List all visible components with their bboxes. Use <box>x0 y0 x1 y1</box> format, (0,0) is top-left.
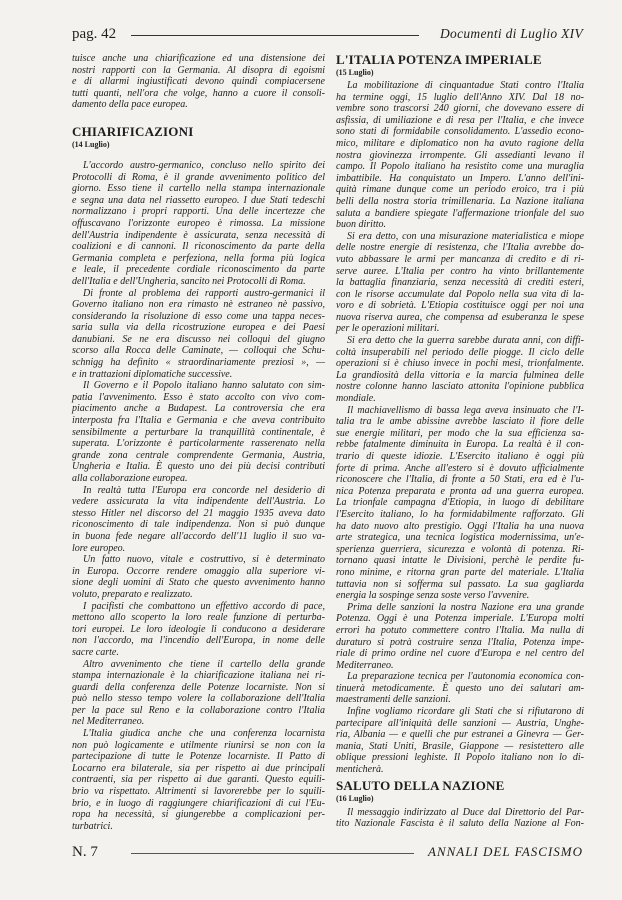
section-heading: CHIARIFICAZIONI <box>72 123 194 139</box>
text-line: quità rimane dunque come un periodo eroico, tra i più <box>336 184 584 196</box>
text-line: normalizzano i propri rapporti. Una delle incertezze che <box>72 206 325 218</box>
text-line: Altro avvenimento che tiene il cartello della grande <box>83 658 325 670</box>
text-line: L'accordo austro-germanico, concluso nello spirito dei <box>83 159 325 171</box>
text-line: può nello stesso tempo volere la collaborazione dell'Italia <box>72 693 325 705</box>
text-line: Il machiavellismo di bassa lega aveva insinuato che l'I- <box>347 404 584 416</box>
text-line: oblique pressioni leghiste. Il Popolo italiano non lo di- <box>336 752 584 764</box>
paragraph <box>336 405 584 602</box>
text-line: guardi della conferenza delle Potenze locarniste. Non si <box>72 681 325 693</box>
text-line: riale di primo ordine nel cuore d'Europa e nel centro del <box>336 648 584 660</box>
text-line: Prima delle sanzioni la nostra Nazione era una grande <box>347 601 584 613</box>
text-line: talia tra le ambe abissine avrebbe lasciato il fiore delle <box>336 416 584 428</box>
text-line: riconoscimento di tale indipendenza. Non si può dunque <box>72 519 325 531</box>
text-line: errori ha potuto commettere contro l'Italia. Ma nulla di <box>336 624 584 636</box>
text-line: tutti quanti, nell'ora che volge, hanno a cuore il consoli- <box>72 87 325 99</box>
text-line: dell'Austria indipendente è assicurata, senza necessità di <box>72 229 325 241</box>
text-line: scorso alla Rocca delle Caminate, — colloqui che Schu- <box>72 345 325 357</box>
text-line: Ungheria e Italia. È questo uno dei più decisi contributi <box>72 461 325 473</box>
text-line: danubiani. Se ne era discusso nei colloqui del giugno <box>72 333 325 345</box>
text-line: sue energie militari, per modo che la sua efficienza sa- <box>336 427 584 439</box>
text-line: ropa ha necessità, si giungerebbe a complicazioni per- <box>72 809 325 821</box>
text-line: rebbe fatalmente diminuita in Europa. La realtà è il con- <box>336 439 584 451</box>
running-title: Documenti di Luglio XIV <box>439 26 583 41</box>
text-line: vembre sono trascorsi 240 giorni, che dovevano essere di <box>336 103 584 115</box>
text-line: coalizioni e di cannoni. Il riconoscimento da parte della <box>72 241 325 253</box>
text-line: Il Governo e il Popolo italiano hanno salutato con sim- <box>83 380 325 392</box>
text-line: saria sulla via della ricostruzione europea e dei Paesi <box>72 322 325 334</box>
text-line: contraenti, sia per rispetto ai due garanti. Questo equili- <box>72 774 325 786</box>
text-line: interposta fra l'Italia e Germania e che aveva contribuito <box>72 415 325 427</box>
text-line: nica Potenza preparata e pronta ad una guerra europea. <box>336 485 584 497</box>
text-line: I pacifisti che combattono un effettivo accordo di pace, <box>83 600 325 612</box>
text-line: alla collaborazione europea. <box>72 473 188 484</box>
text-line: coltà insuperabili nel periodo delle piogge. Il ciclo delle <box>336 346 584 358</box>
left-column <box>72 53 325 832</box>
text-line: brio va rispettato. Altrimenti si lavorerebbe per lo squili- <box>72 786 325 798</box>
text-line: tornano quasi intatte le Divisioni, perchè le perdite fu- <box>336 555 584 567</box>
issue-number: N. 7 <box>72 844 98 860</box>
text-line: ha dato nuovo alto prestigio. Oggi l'Italia ha una nuova <box>336 520 584 532</box>
paragraph <box>336 602 584 672</box>
text-line: imbattibile. Ha conquistato un Impero. L'anno dell'ini- <box>336 172 584 184</box>
text-line: La preparazione tecnica per l'autonomia economica con- <box>347 671 584 683</box>
article-section <box>336 53 584 776</box>
text-line: Il messaggio indirizzato al Duce dal Direttorio del Par- <box>347 806 584 818</box>
paragraph <box>72 728 325 832</box>
article-section <box>72 53 325 111</box>
right-column <box>336 53 584 830</box>
text-line: per le operazioni militari. <box>336 323 440 335</box>
text-line: tori europei. Le loro ideologie li conducono a desiderare <box>72 623 325 635</box>
text-line: In realtà tutta l'Europa era concorde nel desiderio di <box>83 484 325 496</box>
section-date: (15 Luglio) <box>336 68 374 77</box>
text-line: stampa internazionale è la chiarificazione italiana nei ri- <box>72 670 325 682</box>
text-line: mettono allo scoperto la loro reale funzione di perturba- <box>72 612 325 624</box>
text-line: serve auree. L'Italia per contro ha vinto brillantemente <box>336 265 584 277</box>
text-line: in buona fede negare all'accordo dell'11 luglio il suo va- <box>72 530 325 542</box>
text-line: maestramenti delle sanzioni. <box>336 694 451 706</box>
text-line: partecipazione di tutte le Potenze locarniste. Il Patto di <box>72 751 325 763</box>
text-line: sione degli uomini di Stato che questo avvenimento hanno <box>72 577 325 589</box>
text-line: dell'Italia e dell'Ungheria, sancito nei Protocolli di Roma. <box>72 275 306 287</box>
paragraph <box>72 659 325 729</box>
paragraph <box>72 380 325 484</box>
text-line: giorno. Esso tiene il cartello nella stampa internazionale <box>72 183 325 195</box>
text-line: voluto, preparato e realizzato. <box>72 588 193 600</box>
text-line: Un fatto nuovo, vitale e costruttivo, si è determinato <box>83 554 325 566</box>
text-line: nuova riserva aurea, che compensa ad esuberanza le spese <box>336 311 584 323</box>
header-rule <box>131 35 419 36</box>
text-line: damento della pace europea. <box>72 99 188 111</box>
text-line: nel Mediterraneo. <box>72 716 145 728</box>
text-line: menticherà. <box>336 764 384 776</box>
text-line: superata. L'orizzonte è particolarmente rasserenato nella <box>72 438 325 450</box>
paragraph <box>72 53 325 111</box>
section-date: (16 Luglio) <box>336 793 374 803</box>
text-line: operazioni si è chiuso invece in pochi mesi, trionfalmente. <box>336 358 584 370</box>
footer-rule <box>131 853 414 854</box>
text-line: con le risorse accumulate dal Popolo nella sua vita di la- <box>336 288 584 300</box>
text-line: nostre colonne hanno lasciato attonita l'opinione pubblica <box>336 381 584 393</box>
text-line: tinuerà metodicamente. È questo uno dei salutari am- <box>336 682 584 694</box>
text-line: nostra giovinezza irrompente. Gli assedianti levano il <box>336 149 584 161</box>
text-line: tito Nazionale Fascista è il saluto della Nazione al Fon- <box>336 818 584 830</box>
text-line: duraturo si potrà costruire senza l'Italia, Potenza impe- <box>336 636 584 648</box>
paragraph <box>72 554 325 600</box>
text-line: Locarno era bilaterale, sia per rispetto ai due principali <box>72 762 325 774</box>
text-line: la battaglia finanziaria, senza necessità di crediti esteri, <box>336 277 584 289</box>
text-line: campo. Il Popolo italiano ha resistito come una muraglia <box>336 161 584 173</box>
text-line: energia la sospinge senza soste verso l'avvenire. <box>336 590 530 602</box>
text-line: grande zona centrale comprendente Germania, Austria, <box>72 449 325 461</box>
text-line: delle nostre energie di resistenza, che l'Italia avrebbe do- <box>336 242 584 254</box>
section-date: (14 Luglio) <box>72 139 110 149</box>
text-line: La mobilitazione di cinquantadue Stati contro l'Italia <box>347 80 584 91</box>
page-number: pag. 42 <box>72 26 117 42</box>
paragraph <box>72 160 325 288</box>
text-line: belli della nostra storia trimillenaria. La Nazione italiana <box>336 195 584 207</box>
text-line: offuscavano l'orizzonte europeo è rimossa. La missione <box>72 217 325 229</box>
text-line: piacimento anche a Budapest. La controversia che era <box>72 403 325 415</box>
text-line: Potenza. Oggi è una Potenza imperiale. L'Europa molti <box>336 613 584 625</box>
text-line: riconoscere che l'Italia, di fronte a 50 Stati, era ed è l'u- <box>336 474 584 486</box>
text-line: rono minime, e ritorna gran parte del materiale. L'Italia <box>336 566 584 578</box>
text-line: arte strategica, una tecnica logistica modernissima, un'e- <box>336 532 584 544</box>
text-line: e di allarmi ingiustificati devono quindi compiacersene <box>72 76 325 88</box>
text-line: sacre carte. <box>72 646 119 658</box>
text-line: saluta a bandiere spiegate l'affermazione trionfale del suo <box>336 207 584 219</box>
text-line: Di fronte al problema dei rapporti austro-germanici il <box>83 287 325 299</box>
text-line: trario di queste idiozie. L'Esercito italiano è oggi più <box>336 451 584 462</box>
text-line: sono stati di formidabile consolidamento. L'assedio econo- <box>336 126 584 138</box>
text-line: e leale, il precedente cordiale riconoscimento da parte <box>72 264 325 276</box>
text-line: Si era detto, con una misurazione materialistica e miope <box>347 230 584 242</box>
text-line: ria, Albania — e quelli che pur estranei a Ginevra — Ger- <box>336 729 584 741</box>
text-line: Germania completa e perfeziona, nella forma più logica <box>72 252 325 264</box>
text-line: vuto abbassare le armi per mancanza di credito e di ri- <box>336 253 584 265</box>
text-line: asfissia, di umiliazione e di resa per l'Italia, e che invece <box>336 114 584 126</box>
text-line: Protocolli di Roma, è il grande avvenimento politico del <box>72 171 325 183</box>
text-line: stesso Hitler nel discorso del 21 maggio 1935 aveva dato <box>72 507 325 519</box>
text-line: nostri rapporti con la Germania. Al disopra di egoismi <box>72 64 325 76</box>
text-line: tuisce anche una chiarificazione ed una distensione dei <box>72 53 325 64</box>
text-line: per la pace sul Reno e la collaborazione contro l'Italia <box>72 704 325 716</box>
text-line: mondiale. <box>336 393 376 405</box>
paragraph <box>72 601 325 659</box>
text-line: L'Italia giudica anche che una conferenza locarnista <box>83 728 325 740</box>
text-line: Si era detto che la guerra sarebbe durata anni, con diffi- <box>347 335 584 347</box>
text-line: forte di prima. Anche all'estero si è dovuto ufficialmente <box>336 462 584 474</box>
text-line: in Europa. Occorre rendere omaggio alla superiore vi- <box>72 565 325 577</box>
text-line: non l'accordo, ma l'incendio dell'Europa, in nome delle <box>72 635 325 647</box>
text-line: La trionfale campagna d'Etiopia, in luogo di debilitare <box>336 497 584 509</box>
text-line: ha termine oggi, 15 luglio dell'Anno XIV. Dal 18 no- <box>336 91 584 103</box>
text-line: brio, e in luogo di raggiungere chiarificazioni di cui l'Eu- <box>72 797 325 809</box>
text-line: voro e di sobrietà. L'Etiopia costituisce oggi per noi una <box>336 300 584 312</box>
text-line: e segna una data nel riassetto europeo. I due Stati tedeschi <box>72 194 325 206</box>
text-line: e in trattazioni diplomatiche successive. <box>72 368 233 380</box>
paragraph <box>336 706 584 776</box>
paragraph <box>72 485 325 555</box>
section-heading: SALUTO DELLA NAZIONE <box>336 777 505 793</box>
text-line: La grandiosità della vittoria e la marcia fulminea delle <box>336 369 584 381</box>
paragraph <box>336 807 584 830</box>
paragraph <box>72 288 325 381</box>
text-line: patia l'avvenimento. Esso è stato accolto con vivo com- <box>72 391 325 403</box>
text-line: l'Esercito italiano, lo ha formidabilmente rafforzato. Gli <box>336 508 584 520</box>
text-line: mania, Stati Uniti, Brasile, Giappone — resistettero alle <box>336 740 584 752</box>
text-line: turbatrici. <box>72 820 113 832</box>
paragraph <box>336 80 584 231</box>
article-section <box>336 779 584 830</box>
paragraph <box>336 335 584 405</box>
text-line: schnigg ha definito « straordinariamente preziosi », — <box>72 357 325 369</box>
text-line: partecipare all'iniquità delle sanzioni — Austria, Unghe- <box>336 717 584 729</box>
article-section <box>72 125 325 832</box>
publication-title: ANNALI DEL FASCISMO <box>427 844 583 859</box>
text-line: non può logicamente e utilmente riunirsi se non con la <box>72 739 325 751</box>
text-line: Governo italiano non era rimasto nè estraneo nè passivo, <box>72 299 325 311</box>
text-line: vedere assicurata la vita indipendente dell'Austria. Lo <box>72 496 325 508</box>
text-line: sperienza guerriera, sicurezza e volontà di potenza. Ri- <box>336 543 584 555</box>
paragraph <box>336 231 584 335</box>
text-line: considerando la risoluzione di esso come una tappa neces- <box>72 310 325 322</box>
text-line: sensibilmente a perturbare la tranquillità continentale, è <box>72 426 325 438</box>
text-line: buon diritto. <box>336 219 387 231</box>
paragraph <box>336 671 584 706</box>
section-heading: L'ITALIA POTENZA IMPERIALE <box>336 52 542 67</box>
text-line: mico, militare e diplomatico non ha avuto ragione della <box>336 137 584 149</box>
text-line: lore europeo. <box>72 542 126 554</box>
text-line: Infine vogliamo ricordare gli Stati che si rifiutarono di <box>347 706 584 718</box>
text-line: Mediterraneo. <box>336 659 394 671</box>
text-line: tuttavia non si sofferma sul passato. La sua gagliarda <box>336 578 584 590</box>
